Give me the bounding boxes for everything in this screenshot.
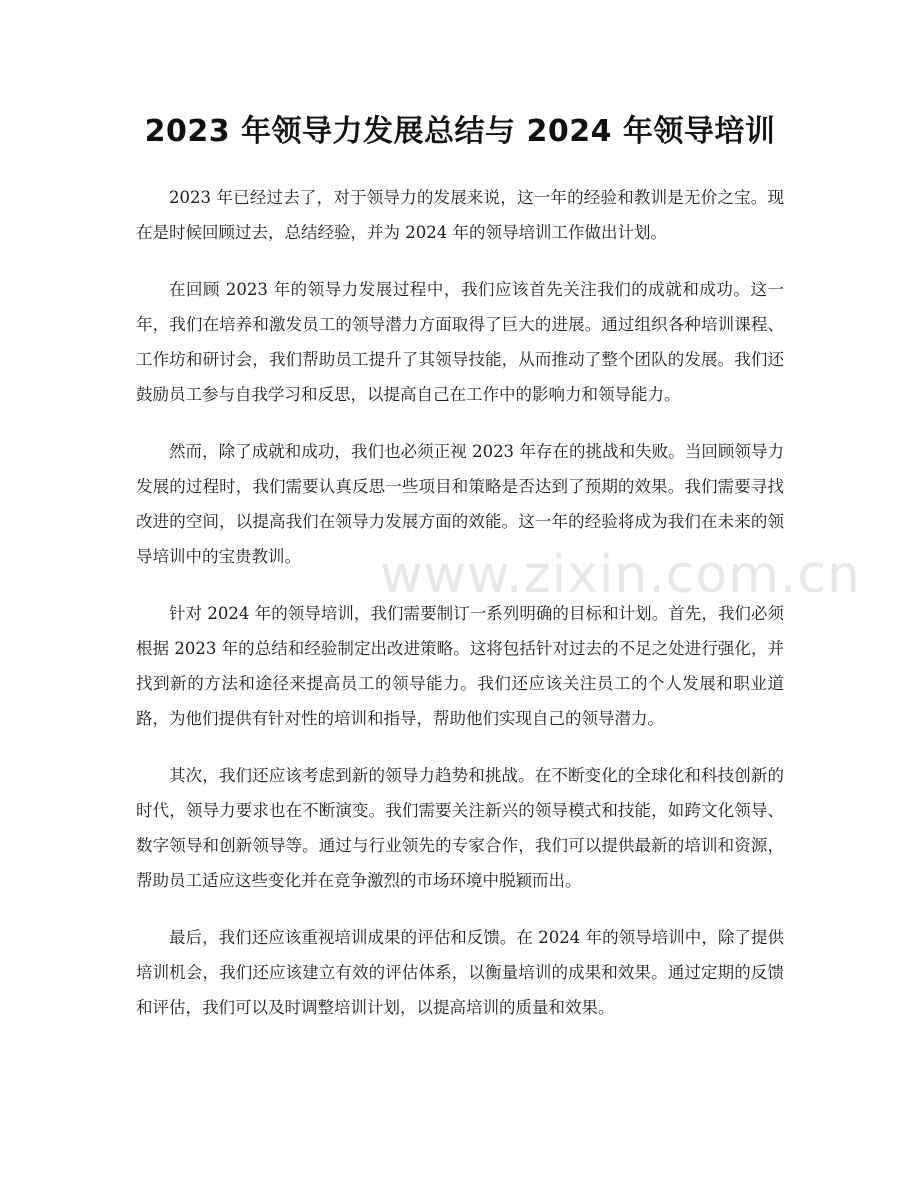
- paragraph: 最后，我们还应该重视培训成果的评估和反馈。在 2024 年的领导培训中，除了提供培训机会，我们还应该建立有效的评估体系，以衡量培训的成果和效果。通过定期的反馈和评估，我们可以及时调整培训计划，以提高培训的质量和效果。: [136, 928, 784, 1017]
- paragraph: 在回顾 2023 年的领导力发展过程中，我们应该首先关注我们的成就和成功。这一年，我们在培养和激发员工的领导潜力方面取得了巨大的进展。通过组织各种培训课程、工作坊和研讨会，我们帮助员工提升了其领导技能，从而推动了整个团队的发展。我们还鼓励员工参与自我学习和反思，以提高自己在工作中的影响力和领导能力。: [136, 280, 784, 404]
- paragraph: 其次，我们还应该考虑到新的领导力趋势和挑战。在不断变化的全球化和科技创新的时代，领导力要求也在不断演变。我们需要关注新兴的领导模式和技能，如跨文化领导、数字领导和创新领导等。通过与行业领先的专家合作，我们可以提供最新的培训和资源，帮助员工适应这些变化并在竞争激烈的市场环境中脱颖而出。: [136, 766, 784, 890]
- document-title: 2023 年领导力发展总结与 2024 年领导培训: [144, 114, 776, 149]
- paragraph: 2023 年已经过去了，对于领导力的发展来说，这一年的经验和教训是无价之宝。现在是时候回顾过去，总结经验，并为 2024 年的领导培训工作做出计划。: [136, 188, 784, 242]
- watermark: www.zixin.com.cn: [380, 545, 861, 605]
- paragraph: 针对 2024 年的领导培训，我们需要制订一系列明确的目标和计划。首先，我们必须根据 2023 年的总结和经验制定出改进策略。这将包括针对过去的不足之处进行强化，并找到新的方法和途径来提高员工的领导能力。我们还应该关注员工的个人发展和职业道路，为他们提供有针对性的培训和指导，帮助他们实现自己的领导潜力。: [136, 604, 784, 728]
- document-body: [136, 180, 784, 1047]
- paragraph: 然而，除了成就和成功，我们也必须正视 2023 年存在的挑战和失败。当回顾领导力发展的过程时，我们需要认真反思一些项目和策略是否达到了预期的效果。我们需要寻找改进的空间，以提高我们在领导力发展方面的效能。这一年的经验将成为我们在未来的领导培训中的宝贵教训。: [136, 442, 784, 566]
